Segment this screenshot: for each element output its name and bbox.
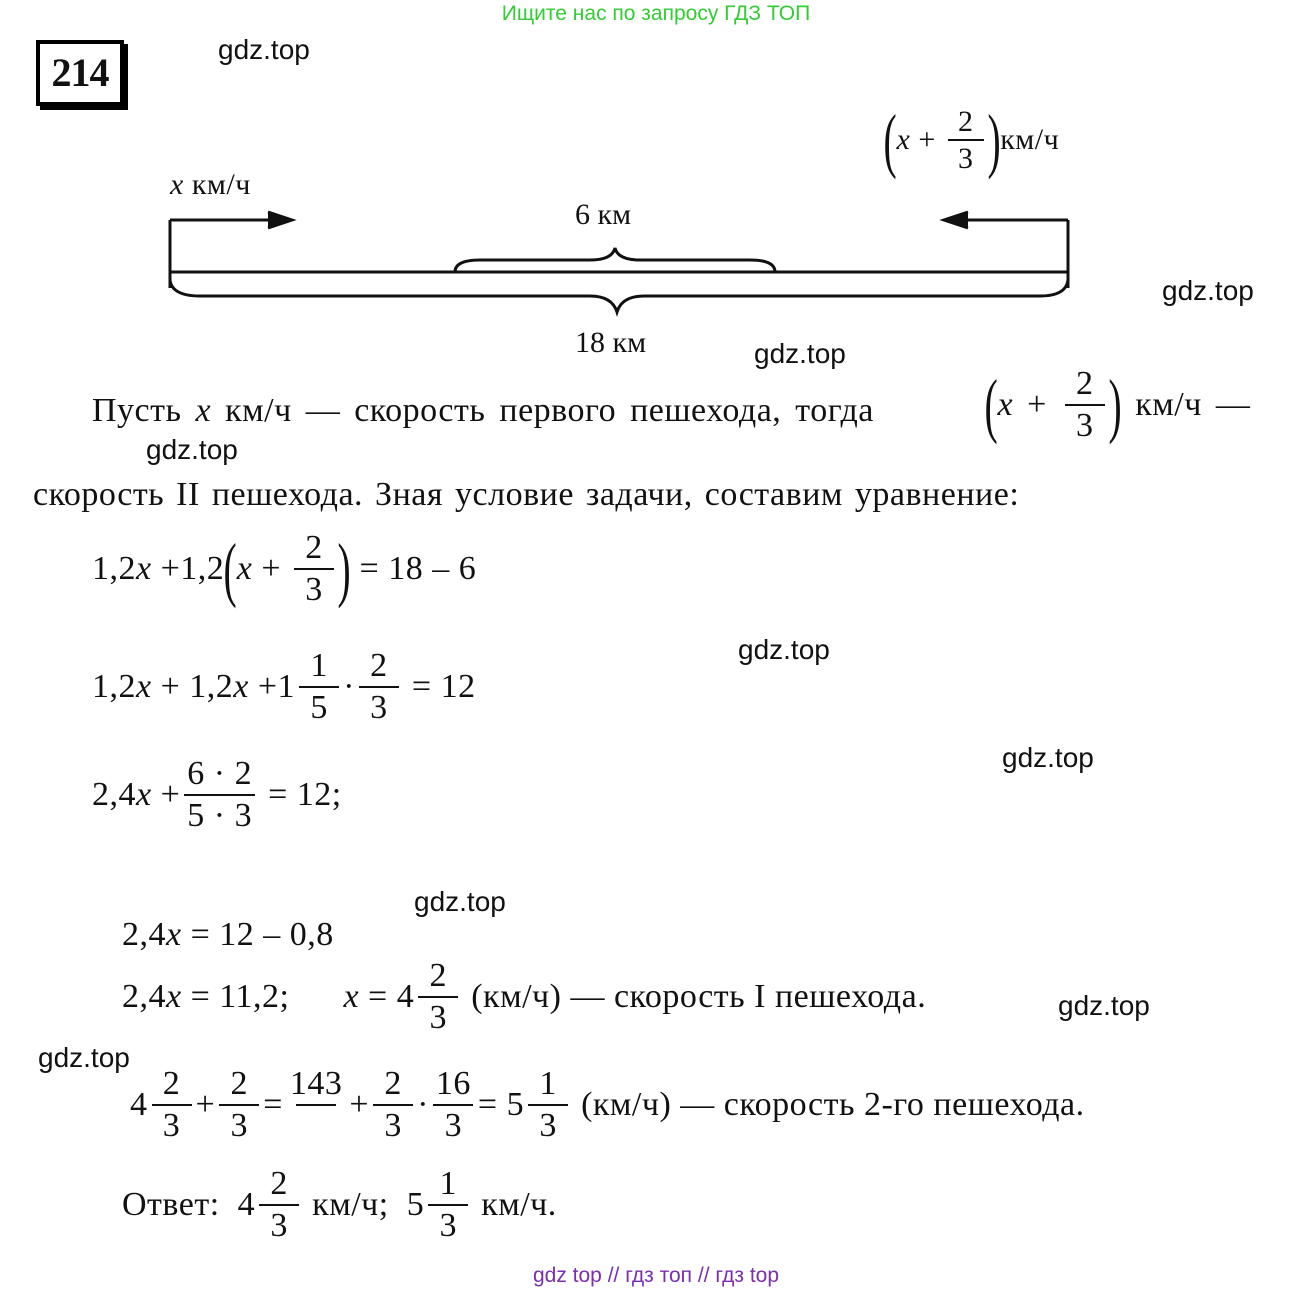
fraction-denominator: 3 (294, 568, 334, 608)
search-banner: Ищите нас по запросу ГДЗ ТОП (501, 2, 811, 25)
equation-2 (92, 648, 476, 725)
math-text: 1,2 (92, 549, 136, 587)
fraction-denominator: 3 (373, 1104, 413, 1144)
math-text: км/ч — скорость первого пешехода, тогда (211, 392, 888, 429)
fraction-numerator: 2 (270, 1165, 288, 1202)
math-variable: x (233, 667, 249, 705)
fraction-denominator (296, 1104, 336, 1144)
math-text: · (417, 1085, 429, 1123)
intro-line-2 (33, 476, 1019, 514)
math-text: = 11,2; (181, 977, 344, 1015)
fraction (184, 756, 255, 833)
watermark: gdz.top (218, 34, 310, 65)
fraction-numerator: 1 (439, 1165, 457, 1202)
parenthesis: ) (337, 528, 352, 609)
fraction (152, 1066, 192, 1143)
math-variable: x (896, 123, 911, 156)
total-distance-label: 18 км (575, 326, 647, 359)
fraction-denominator: 3 (418, 996, 458, 1036)
parenthesis: ) (1108, 364, 1122, 445)
math-text: скорость II пешехода. Зная условие задачи, составим уравнение: (33, 476, 1020, 513)
fraction-denominator: 3 (1065, 404, 1105, 444)
fraction (948, 106, 984, 175)
math-text: км/ч (1000, 123, 1060, 156)
watermark: gdz.top (38, 1042, 130, 1073)
inner-brace (455, 248, 775, 272)
equation-3 (92, 756, 342, 833)
fraction-denominator: 3 (528, 1104, 568, 1144)
math-text: 2,4 (122, 916, 166, 953)
fraction-numerator: 2 (1076, 365, 1094, 402)
math-text: 4 (130, 1085, 148, 1123)
math-text: Ответ: 4 (122, 1185, 256, 1223)
math-variable: x (343, 977, 360, 1015)
math-text: 2,4 (92, 775, 136, 813)
math-text: + (195, 1085, 216, 1123)
fraction-denominator: 3 (219, 1104, 259, 1144)
watermark: gdz.top (1002, 742, 1094, 773)
watermark: gdz.top (738, 634, 830, 665)
left-speed-label (170, 168, 251, 202)
math-text: + (252, 549, 291, 587)
parenthesis: ( (223, 528, 238, 609)
fraction-numerator: 2 (230, 1065, 248, 1102)
answer-line (122, 1166, 557, 1243)
math-text: = 12; (259, 775, 342, 813)
fraction-numerator: 2 (957, 104, 974, 138)
watermark: gdz.top (414, 886, 506, 917)
fraction (428, 1166, 468, 1243)
math-text: 1,2 (92, 667, 136, 705)
inner-distance-label: 6 км (575, 198, 632, 231)
math-text: = 12 – 0,8 (181, 916, 334, 953)
math-text: = 18 – 6 (350, 549, 477, 587)
math-text: + (349, 1085, 370, 1123)
math-text: Пусть (92, 392, 196, 429)
equation-4 (122, 916, 334, 954)
math-text: = (263, 1085, 283, 1123)
math-variable: x (195, 392, 212, 429)
math-text: + (1013, 385, 1061, 423)
problem-number: 214 (36, 40, 124, 106)
watermark: gdz.top (146, 434, 238, 465)
fraction (373, 1066, 413, 1143)
math-variable: x (136, 549, 152, 587)
watermark: gdz.top (754, 338, 846, 369)
math-text: +1,2 (151, 549, 225, 587)
fraction-numerator: 1 (539, 1065, 557, 1102)
math-text: · (343, 667, 355, 705)
right-speed-label (883, 100, 1060, 180)
math-text: = 12 (402, 667, 476, 705)
watermark: gdz.top (1162, 275, 1254, 306)
math-text: 2,4 (122, 977, 166, 1015)
fraction-numerator: 2 (370, 647, 388, 684)
fraction (359, 648, 399, 725)
equation-6 (130, 1066, 1085, 1143)
math-variable: x (170, 168, 184, 201)
fraction-numerator: 6 · 2 (187, 755, 253, 792)
parenthesis: ) (987, 100, 1001, 180)
math-variable: x (997, 385, 1014, 423)
math-variable: x (136, 667, 152, 705)
equation-1 (92, 530, 476, 607)
math-text: (км/ч) — скорость I пешехода. (462, 977, 927, 1015)
fraction (528, 1066, 568, 1143)
math-text: = 4 (359, 977, 415, 1015)
math-text: (км/ч) — скорость 2-го пешехода. (572, 1085, 1085, 1123)
math-text: км/ч (183, 168, 251, 201)
fraction (219, 1066, 259, 1143)
fraction-denominator: 3 (359, 686, 399, 726)
math-variable: x (166, 977, 182, 1015)
parenthesis: ( (883, 100, 897, 180)
fraction (1065, 366, 1105, 443)
fraction (294, 530, 334, 607)
intro-line-1 (92, 392, 888, 430)
fraction-numerator: 143 (289, 1065, 343, 1102)
math-text: +1 (248, 667, 296, 705)
fraction-numerator: 2 (384, 1065, 402, 1102)
math-text: + (151, 775, 181, 813)
fraction-denominator: 3 (433, 1104, 473, 1144)
fraction-denominator: 5 (299, 686, 339, 726)
intro-line-1-expression (985, 366, 1250, 443)
fraction-numerator: 2 (305, 529, 323, 566)
fraction-denominator: 3 (428, 1204, 468, 1244)
fraction-denominator: 3 (259, 1204, 299, 1244)
math-variable: x (136, 775, 152, 813)
fraction (287, 1066, 346, 1143)
math-text: км/ч; 5 (303, 1185, 425, 1223)
equation-5 (122, 958, 926, 1035)
fraction (259, 1166, 299, 1243)
math-text: км/ч — (1121, 385, 1251, 423)
footer-watermark: gdz top // гдз топ // гдз top (532, 1264, 780, 1287)
fraction-numerator: 16 (435, 1065, 471, 1102)
fraction (418, 958, 458, 1035)
fraction-denominator: 3 (152, 1104, 192, 1144)
math-variable: x (236, 549, 253, 587)
fraction-numerator: 2 (162, 1065, 181, 1102)
fraction (433, 1066, 474, 1143)
fraction-numerator: 1 (310, 647, 328, 684)
total-brace (170, 280, 1068, 312)
fraction (299, 648, 339, 725)
fraction-denominator: 3 (948, 139, 984, 175)
fraction-denominator: 5 · 3 (184, 794, 255, 834)
math-text: + 1,2 (151, 667, 234, 705)
math-text: км/ч. (472, 1185, 557, 1223)
math-text: = 5 (477, 1085, 525, 1123)
math-text: + (910, 123, 944, 156)
parenthesis: ( (984, 364, 998, 445)
watermark: gdz.top (1058, 990, 1150, 1021)
fraction-numerator: 2 (429, 957, 447, 994)
math-variable: x (166, 916, 182, 953)
